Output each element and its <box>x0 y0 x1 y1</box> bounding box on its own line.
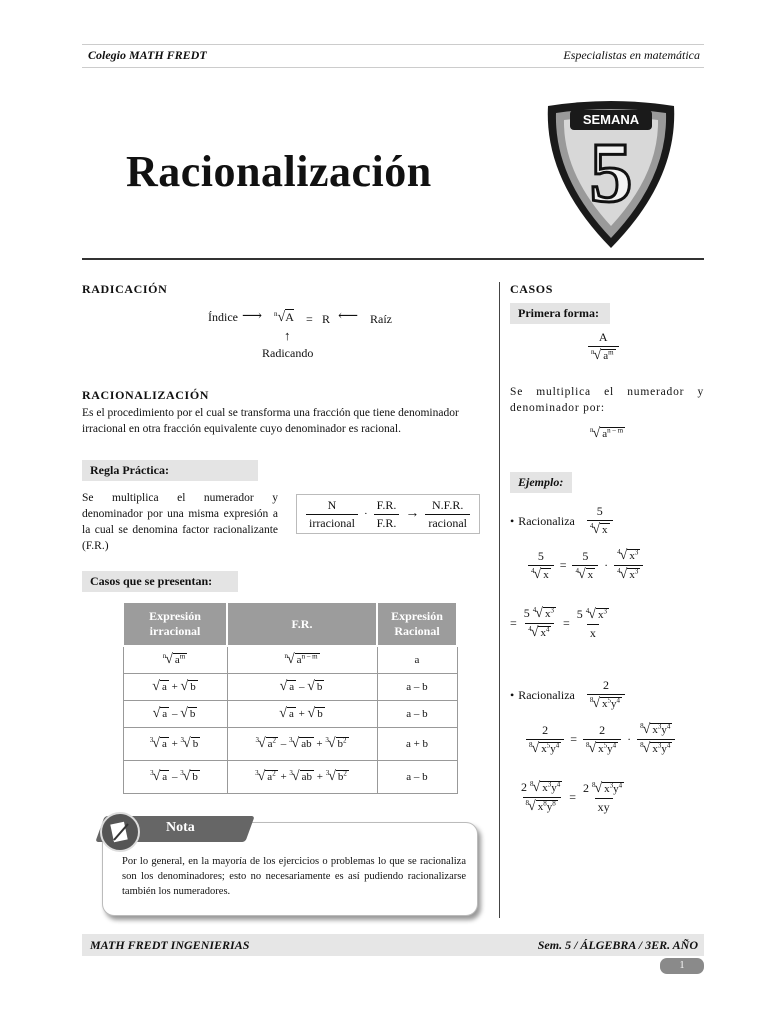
page-footer <box>82 934 704 956</box>
result-cell: a – b <box>377 701 457 728</box>
semana-badge <box>540 100 682 252</box>
header-expresion-racional: Expresión Racional <box>377 602 457 646</box>
result-cell: a + b <box>377 728 457 761</box>
example-1-step-2: = $\frac{5 ^4√ x^3}{^4√ x^4}$ = $\frac{5 ^4√ x^3}{x}$ <box>510 606 607 640</box>
school-name: Colegio MATH FREDT <box>88 48 207 62</box>
nota-label: Nota <box>166 820 195 835</box>
raiz-label: Raíz <box>370 312 392 326</box>
radicacion-heading: RADICACIÓN <box>82 282 168 296</box>
header-fr: F.R. <box>227 602 377 646</box>
equals-sign: = <box>306 312 313 326</box>
example-1-step-1: $\frac{5}{^4√ x}$ = $\frac{5}{^4√ x}$ · $\frac{^4√ x^3}{^4√ x^3}$ <box>528 548 643 583</box>
footer-left: MATH FREDT INGENIERIAS <box>90 938 250 952</box>
radicando-label: Radicando <box>262 346 314 360</box>
result-r: R <box>322 312 331 326</box>
result-cell: a – b <box>377 674 457 701</box>
table-row: $^n$√ $a^m$ $^n$√ $a^{n - m}$ a <box>123 646 457 674</box>
casos-heading: CASOS <box>510 282 554 296</box>
primera-forma-fraction: $\frac{A}{^n√ a^m}$ <box>588 330 619 364</box>
result-cell: a – b <box>377 761 457 794</box>
racionalizacion-heading: RACIONALIZACIÓN <box>82 388 210 402</box>
table-row: √ a + √ b √ a – √ b a – b <box>123 674 457 701</box>
casos-table <box>122 601 458 794</box>
example-2: • Racionaliza $\frac{2}{^8√ x^5y^4}$ <box>510 678 625 712</box>
indice-label: Índice <box>208 310 238 324</box>
arrow-left-icon: ⟵ <box>338 309 359 324</box>
column-divider <box>499 282 500 918</box>
ejemplo-label: Ejemplo: <box>510 472 572 493</box>
header-expresion-irracional: Expresión irracional <box>123 602 227 646</box>
multiplica-factor: $^n$√ $a^{n - m}$ <box>590 426 624 441</box>
arrow-right-icon: ⟶ <box>242 309 263 324</box>
page-header <box>82 44 704 68</box>
nota-text: Por lo general, en la mayoría de los ejercicios o problemas lo que se racionaliza son los denominadores; esto no necesariamente es así pudiendo racionalizarse también los numeradores. <box>122 856 466 897</box>
table-row: $^3$√ a – $^3$√ b $^3$√ $a^2 + ^3√$ ab + $^3$√ $b^2$ a – b <box>123 761 457 794</box>
casos-presentan-label: Casos que se presentan: <box>82 571 238 592</box>
radical-expression: $^n$√A <box>274 310 294 325</box>
example-2-step-1: $\frac{2}{^8√ x^5y^4}$ = $\frac{2}{^8√ x^5y^4}$ · $\frac{^8√ x^3y^4}{^8√ x^3y^4}$ <box>526 722 675 757</box>
regla-text: Se multiplica el numerador y denominador por una misma expresión a la cual se denomina factor racionalizante (F.R.) <box>82 492 278 552</box>
page-title: Racionalización <box>126 147 432 196</box>
regla-practica-label: Regla Práctica: <box>82 460 258 481</box>
page-number: 1 <box>660 958 704 974</box>
radicacion-diagram <box>200 304 420 364</box>
badge-label: SEMANA <box>582 112 640 127</box>
title-divider <box>82 258 704 260</box>
example-2-step-2: $\frac{2 ^8√ x^3y^4}{^8√ x^8y^8}$ = $\frac{2 ^8√ x^3y^4}{xy}$ <box>521 780 623 814</box>
header-tagline: Especialistas en matemática <box>563 48 700 62</box>
arrow-up-icon: ↑ <box>284 328 291 343</box>
racionalizacion-text: Es el procedimiento por el cual se transforma una fracción que tiene denominador irracional en otra fracción equivalente cuyo denominador es racional. <box>82 407 459 435</box>
table-row: √ a – √ b √ a + √ b a – b <box>123 701 457 728</box>
multiplica-text: Se multiplica el numerador y denominador por: <box>510 386 704 414</box>
result-cell: a <box>377 646 457 674</box>
badge-number: 5 <box>589 124 633 220</box>
footer-right: Sem. 5 / ÁLGEBRA / 3ER. AÑO <box>537 938 698 952</box>
example-1: • Racionaliza $\frac{5}{^4√ x}$ <box>510 504 613 538</box>
primera-forma-label: Primera forma: <box>510 303 610 324</box>
table-row: $^3$√ a + $^3$√ b $^3$√ $a^2 - ^3√$ ab + $^3$√ $b^2$ a + b <box>123 728 457 761</box>
nota-icon <box>100 812 140 852</box>
regla-formula: $\frac{N}{\text{irracional}}$ · $\frac{F.R.}{F.R.}$ → $\frac{N.F.R.}{\text{racional}}$ <box>296 494 480 534</box>
